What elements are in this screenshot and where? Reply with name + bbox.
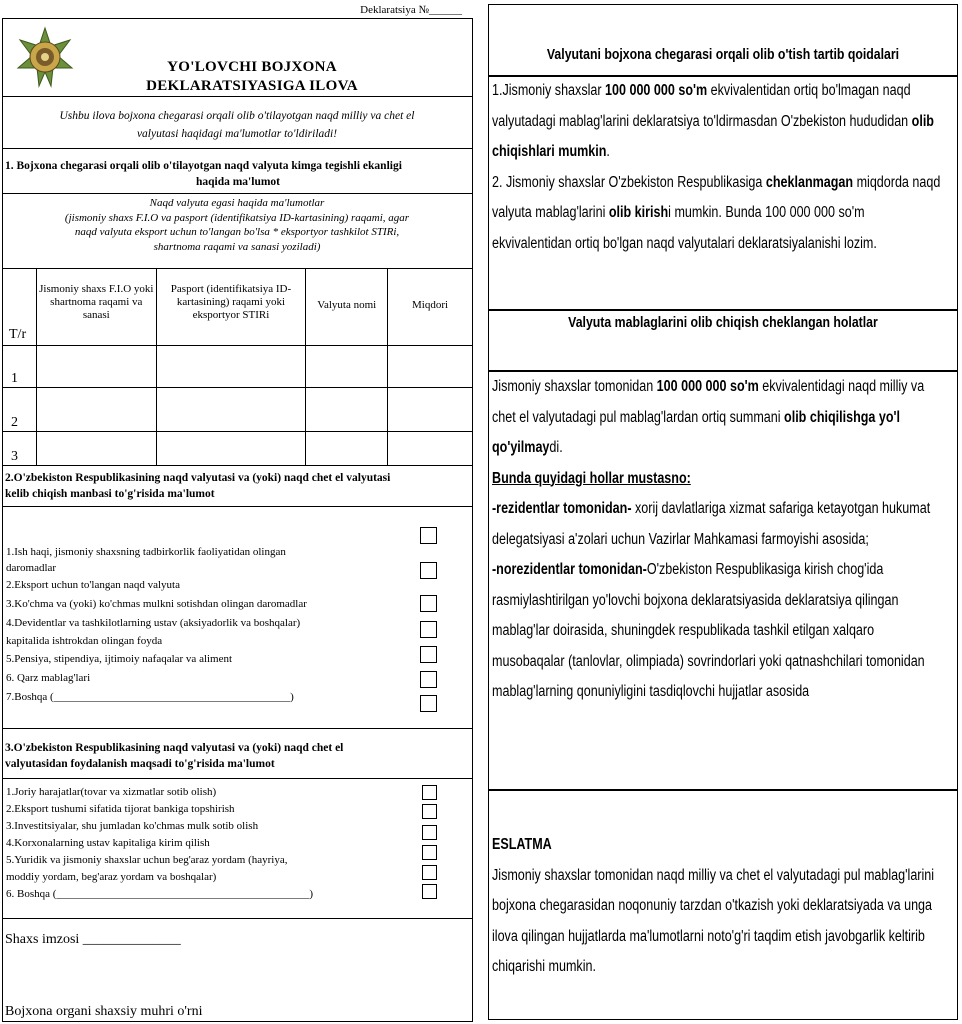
list-item: 6. Boshqa (______________________________________________) <box>6 888 314 900</box>
divider <box>2 778 473 779</box>
rules-heading: Valyutani bojxona chegarasi orqali olib o'tish tartib qoidalari <box>546 46 900 63</box>
list-item: 7.Boshqa (___________________________________________) <box>6 691 294 703</box>
section3-heading: 3.O'zbekiston Respublikasining naqd valyutasi va (yoki) naqd chet el valyutasidan foydalanish maqsadi to'g'risida ma'lumot <box>5 742 344 770</box>
note-body: Jismoniy shaxslar tomonidan naqd milliy va chet el valyutadagi pul mablag'larini bojxona chegarasidan noqonuniy tarzdan o'tkazish yoki deklaratsiyada va unga ilova qilingan hujjatlarda ma'lumotlarni noto'g'ri taqdim etish javobgarlik keltirib chiqarishi mumkin. <box>492 866 935 975</box>
list-item: 1.Ish haqi, jismoniy shaxsning tadbirkorlik faoliyatidan olingan <box>6 546 286 558</box>
row-number: 1 <box>3 346 37 388</box>
table-cell[interactable] <box>388 346 473 388</box>
signature-field[interactable]: Shaxs imzosi ______________ <box>5 932 181 947</box>
divider <box>2 148 473 149</box>
list-item: 6. Qarz mablag'lari <box>6 672 91 684</box>
list-item: 4.Korxonalarning ustav kapitaliga kirim qilish <box>6 837 210 849</box>
table-cell[interactable] <box>156 388 306 432</box>
list-item: daromadlar <box>6 562 57 574</box>
divider <box>2 918 473 919</box>
list-item: 3.Ko'chma va (yoki) ko'chmas mulkni sotishdan olingan daromadlar <box>6 598 307 610</box>
owner-info-table <box>2 268 473 466</box>
col-owner-name: Jismoniy shaxs F.I.O yoki shartnoma raqami va sanasi <box>36 269 156 346</box>
customs-stamp-label: Bojxona organi shaxsiy muhri o'rni <box>5 1004 203 1019</box>
list-item: 4.Devidentlar va tashkilotlarning ustav (aksiyadorlik va boshqalar) <box>6 617 301 629</box>
list-item: 5.Yuridik va jismoniy shaxslar uchun beg'araz yordam (hayriya, <box>6 854 288 866</box>
declaration-number[interactable]: Deklaratsiya №______ <box>360 4 462 16</box>
income-checkbox-3[interactable] <box>420 595 437 612</box>
restriction-paragraph: Jismoniy shaxslar tomonidan 100 000 000 so'm ekvivalentidagi naqd milliy va chet el valyutadagi pul mablag'lardan ortiq summani olib chiqilishga yo'l qo'yilmaydi. <box>492 378 925 456</box>
table-cell[interactable] <box>156 346 306 388</box>
divider <box>2 728 473 729</box>
table-row <box>3 432 473 466</box>
restrictions-heading: Valyuta mablaglarini olib chiqish cheklangan holatlar <box>568 314 878 331</box>
income-checkbox-2[interactable] <box>420 562 437 579</box>
customs-emblem-icon <box>14 26 76 88</box>
table-cell[interactable] <box>388 432 473 466</box>
income-source-list <box>6 544 406 707</box>
usage-checkbox-5[interactable] <box>422 865 437 880</box>
income-checkbox-6[interactable] <box>420 671 437 688</box>
list-item: 3.Investitsiyalar, shu jumladan ko'chmas mulk sotib olish <box>6 820 259 832</box>
table-row <box>3 388 473 432</box>
list-item: 2.Eksport uchun to'langan naqd valyuta <box>6 579 180 591</box>
rules-text <box>492 76 946 259</box>
section1-subtitle: Naqd valyuta egasi haqida ma'lumotlar (jismoniy shaxs F.I.O va pasport (identifikatsiya ID-kartasining) raqami, agar naqd valyuta eksport uchun to'langan bo'lsa * eksportyor tashkilot STIRi, shartnoma raqami va sanasi yoziladi) <box>64 197 410 253</box>
note-title: ESLATMA <box>492 836 552 853</box>
exceptions-title: Bunda quyidagi hollar mustasno: <box>492 469 691 487</box>
note-text <box>492 830 946 983</box>
list-item: 2.Eksport tushumi sifatida tijorat bankiga topshirish <box>6 803 235 815</box>
usage-checkbox-6[interactable] <box>422 884 437 899</box>
usage-purpose-list <box>6 784 406 903</box>
table-header-row <box>3 269 473 346</box>
table-cell[interactable] <box>306 346 388 388</box>
exception-residents: -rezidentlar tomonidan- xorij davlatlariga xizmat safariga ketayotgan hukumat delegatsiyasi a'zolari uchun Vazirlar Mahkamasi farmoyishi asosida; <box>492 500 931 548</box>
usage-checkbox-1[interactable] <box>422 785 437 800</box>
table-cell[interactable] <box>388 388 473 432</box>
form-title: YO'LOVCHI BOJXONA DEKLARATSIYASIGA ILOVA <box>146 59 358 94</box>
exception-nonresidents: -norezidentlar tomonidan-O'zbekiston Respublikasiga kirish chog'ida rasmiylashtirilgan yo'lovchi bojxona deklaratsiyasida deklaratsiya qilingan mablag'lar doirasida, shuningdek respublikada tashkil etilgan xalqaro musobaqalar (tanlovlar, olimpiada) sovrindorlari yoki qatnashchilari tomonidan mablag'larning qonuniyligini tasdiqlovchi hujjatlar asosida <box>492 561 925 700</box>
table-cell[interactable] <box>36 432 156 466</box>
income-checkbox-4[interactable] <box>420 621 437 638</box>
col-number: T/r <box>3 269 37 346</box>
table-row <box>3 346 473 388</box>
table-cell[interactable] <box>156 432 306 466</box>
income-checkbox-1[interactable] <box>420 527 437 544</box>
table-cell[interactable] <box>306 432 388 466</box>
list-item: 1.Joriy harajatlar(tovar va xizmatlar sotib olish) <box>6 786 217 798</box>
divider <box>2 96 473 97</box>
usage-checkbox-3[interactable] <box>422 825 437 840</box>
customs-form <box>2 0 474 1022</box>
rule-1: 1.Jismoniy shaxslar 100 000 000 so'm ekvivalentidan ortiq bo'lmagan naqd valyutadagi mablag'larini deklaratsiya to'ldirmasdan O'zbekiston hududidan olib chiqishlari mumkin. <box>492 82 934 160</box>
divider <box>2 506 473 507</box>
list-item: kapitalida ishtrokdan olingan foyda <box>6 635 163 647</box>
rules-panel <box>488 0 960 1022</box>
income-checkbox-7[interactable] <box>420 695 437 712</box>
row-number: 3 <box>3 432 37 466</box>
section1-heading: 1. Bojxona chegarasi orqali olib o'tilayotgan naqd valyuta kimga tegishli ekanligi haqida ma'lumot <box>5 160 402 188</box>
usage-checkbox-4[interactable] <box>422 845 437 860</box>
section2-heading: 2.O'zbekiston Respublikasining naqd valyutasi va (yoki) naqd chet el valyutasi kelib chiqish manbasi to'g'risida ma'lumot <box>5 472 391 500</box>
list-item: 5.Pensiya, stipendiya, ijtimoiy nafaqalar va aliment <box>6 653 233 665</box>
form-intro: Ushbu ilova bojxona chegarasi orqali olib o'tilayotgan naqd milliy va chet el valyutasi haqidagi ma'lumotlar to'ldiriladi! <box>59 110 415 140</box>
list-item: moddiy yordam, beg'araz yordam va boshqalar) <box>6 871 217 883</box>
usage-checkbox-2[interactable] <box>422 804 437 819</box>
income-checkbox-5[interactable] <box>420 646 437 663</box>
rule-2: 2. Jismoniy shaxslar O'zbekiston Respublikasiga cheklanmagan miqdorda naqd valyuta mablag'larini olib kirishi mumkin. Bunda 100 000 000 so'm ekvivalentidan ortiq bo'lgan naqd valyutalari deklaratsiyalanishi lozim. <box>492 173 941 252</box>
restrictions-text <box>492 372 946 708</box>
col-currency: Valyuta nomi <box>306 269 388 346</box>
divider <box>2 193 473 194</box>
col-amount: Miqdori <box>388 269 473 346</box>
table-cell[interactable] <box>306 388 388 432</box>
col-passport: Pasport (identifikatsiya ID-kartasining) raqami yoki eksportyor STIRi <box>156 269 306 346</box>
table-cell[interactable] <box>36 388 156 432</box>
table-cell[interactable] <box>36 346 156 388</box>
row-number: 2 <box>3 388 37 432</box>
